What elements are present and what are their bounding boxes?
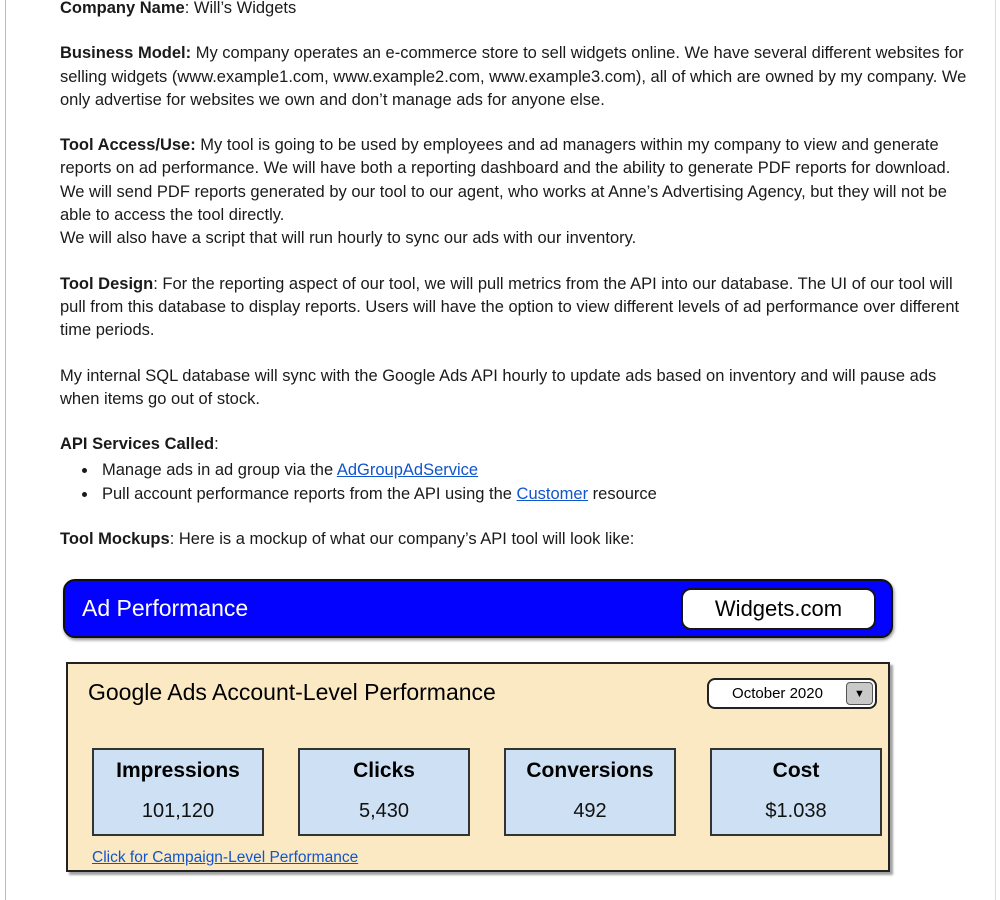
metric-card-cost: [710, 748, 882, 836]
metric-card-impressions: [92, 748, 264, 836]
bullet-text: Manage ads in ad group via the: [102, 461, 337, 480]
metric-card-conversions: [504, 748, 676, 836]
metric-value: $1.038: [765, 800, 827, 823]
campaign-level-link[interactable]: Click for Campaign-Level Performance: [92, 849, 359, 867]
metric-value: 101,120: [141, 800, 215, 823]
metric-label: Conversions: [526, 759, 654, 783]
tool-mockups-text: : Here is a mockup of what our company’s API tool will look like:: [169, 530, 635, 549]
tool-access-text-line2: We will also have a script that will run hourly to sync our ads with our inventory.: [60, 229, 637, 248]
metric-label: Impressions: [116, 759, 240, 783]
business-model-paragraph: [60, 42, 978, 112]
api-services-label: API Services Called: [60, 435, 215, 454]
metric-row: [68, 748, 888, 836]
api-services-list: [60, 459, 978, 506]
mockup-header-bar: [63, 579, 893, 638]
tool-mockups-paragraph: [60, 528, 978, 551]
page-left-edge: [5, 0, 6, 900]
panel-title: Google Ads Account-Level Performance: [88, 679, 496, 706]
list-item: [98, 459, 978, 482]
bullet-text: Pull account performance reports from the API using the: [102, 484, 517, 503]
customer-resource-link[interactable]: Customer: [516, 484, 589, 503]
dropdown-arrow-icon[interactable]: ▼: [846, 682, 873, 705]
tool-design-paragraph: [60, 273, 978, 343]
month-dropdown[interactable]: [707, 678, 877, 709]
tool-access-label: Tool Access/Use:: [60, 136, 196, 155]
mockup-app-title: Ad Performance: [82, 595, 249, 622]
tool-access-text: My tool is going to be used by employees and ad managers within my company to view and generate reports on ad performance. We will have both a reporting dashboard and the ability to generate PDF reports for download. We will send PDF reports generated by our tool to our agent, who works at Anne’s Advertising Agency, but they will not be able to access the tool directly.: [60, 136, 951, 225]
page-right-edge: [995, 0, 996, 900]
company-name-label: Company Name: [60, 0, 185, 17]
metric-label: Clicks: [353, 759, 415, 783]
document-content: [60, 0, 978, 872]
bullet-text: resource: [588, 484, 657, 503]
business-model-text: My company operates an e-commerce store to sell widgets online. We have several different websites for selling widgets (www.example1.com, www.example2.com, www.example3.com), all of which are owned by my company. We only advertise for websites we own and don’t manage ads for anyone else.: [60, 44, 967, 109]
tool-mockups-label: Tool Mockups: [60, 530, 170, 549]
month-dropdown-value: October 2020: [732, 685, 823, 703]
tool-access-paragraph: [60, 134, 978, 250]
sql-sync-text: My internal SQL database will sync with the Google Ads API hourly to update ads based on inventory and will pause ads when items go out of stock.: [60, 366, 937, 408]
tool-design-label: Tool Design: [60, 274, 154, 293]
sql-sync-paragraph: [60, 365, 978, 412]
tool-design-text: : For the reporting aspect of our tool, we will pull metrics from the API into our database. The UI of our tool will pull from this database to display reports. Users will have the option to view different levels of ad performance over different time periods.: [60, 274, 960, 340]
api-services-heading: [60, 433, 978, 456]
business-model-label: Business Model:: [60, 44, 192, 63]
company-name-line: [60, 0, 978, 20]
metric-label: Cost: [772, 759, 820, 783]
metric-value: 492: [573, 800, 607, 823]
adgroupadservice-link[interactable]: AdGroupAdService: [336, 461, 479, 480]
metric-card-clicks: [298, 748, 470, 836]
widgets-site-button[interactable]: Widgets.com: [681, 588, 876, 630]
company-name-value: : Will’s Widgets: [184, 0, 297, 17]
metric-value: 5,430: [358, 800, 410, 823]
list-item: [98, 483, 978, 506]
api-services-colon: :: [214, 435, 219, 454]
account-performance-panel: [66, 662, 890, 872]
